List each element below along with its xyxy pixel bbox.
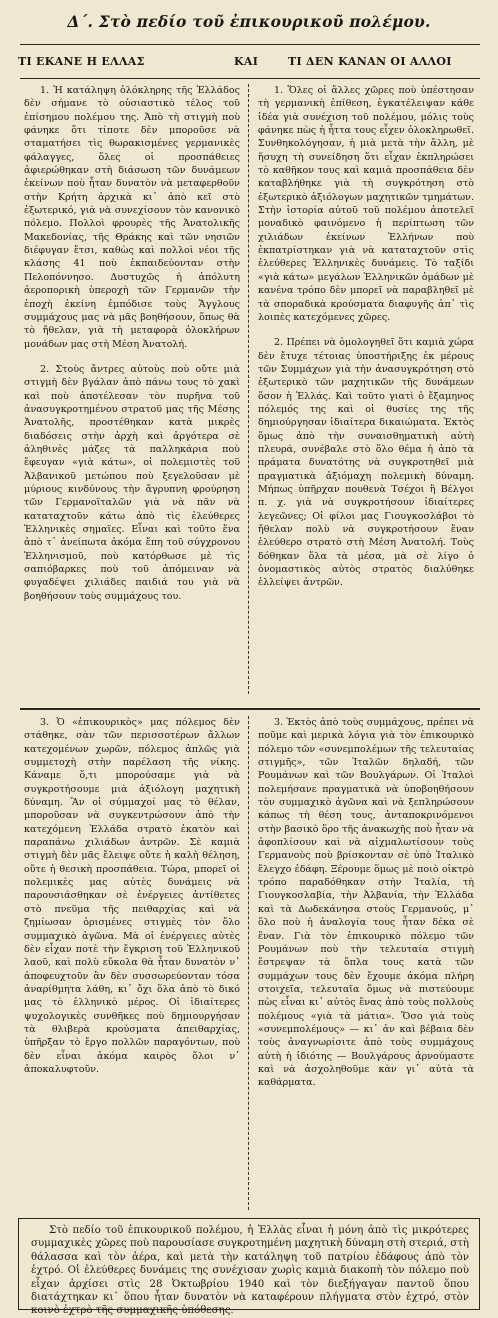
summary-box [18,1218,480,1317]
left-paragraph-2: 2. Στοὺς ἄντρες αὐτοὺς ποὺ οὔτε μιὰ στιγμὴ δὲν βγάλαν ἀπὸ πάνω τους τὸ χακὶ καὶ ποὺ ἀποτέλεσαν τὸν πυρῆνα τοῦ ἀνασυγκροτημένου στρατοῦ μας τῆς Μέσης Ἀνατολῆς, προστέθηκαν κατὰ μικρὲς διαδόσεις στὴν ἀρχὴ καὶ ἀργότερα σὲ ἀληθινὲς μάζες τὰ παλληκάρια ποὺ ἔφευγαν «γιὰ κάτω», οἱ πολεμιστὲς τοῦ Ἀλβανικοῦ μετώπου ποὺ ξεγελοῦσαν μὲ μύριους κινδύνους τὴν ἄγρυπνη φρούρηση τῶν Γερμανοϊταλῶν γιὰ νὰ πᾶν νὰ καταταχτοῦν κάτω ἀπὸ τὶς ἐλεύθερες Ἑλληνικὲς σημαῖες. Εἶναι καὶ τοῦτο ἕνα ἀπὸ τ᾿ ἀνείπωτα ἀκόμα ἔπη τοῦ σύγχρονου Ἑλληνισμοῦ, ποὺ κατόρθωσε μὲ τὶς σαπιόβαρκες ποὺ τοῦ ἀπόμειναν νὰ φυγαδέψει χιλιάδες παιδιά του γιὰ νὰ βοηθήσουν τοὺς συμμάχους του. [24,363,240,602]
left-column [24,84,240,700]
left-subhead: ΤΙ ΕΚΑΝΕ Η ΕΛΛΑΣ [18,55,145,68]
lower-left-paragraph-3: 3. Ὁ «ἐπικουρικὸς» μας πόλεμος δὲν στάθηκε, σὰν τῶν περισσοτέρων ἄλλων κατεχομένων χωρῶν, πόλεμος ἁπλῶς γιὰ συμμετοχὴ στὴν παρέλαση τῆς νίκης. Κάναμε ὅ,τι μπορούσαμε γιὰ νὰ συγκροτήσουμε μιὰ ἀξιόλογη μαχητικὴ δύναμη. Ἂν οἱ σύμμαχοί μας τὸ θέλαν, μποροῦσαν νὰ συγκεντρώσουν ἀπὸ τὴν κατεχόμενη Ἑλλάδα στρατὸ ἑκατὸν καὶ παραπάνω χιλιάδων ἀντρῶν. Σὲ καμιὰ στιγμὴ δὲν μᾶς ἔλειψε οὔτε ἡ καλὴ θέληση, οὔτε ἡ θεσικὴ προσπάθεια. Τώρα, μπορεῖ οἱ πολεμικὲς μας αὐτὲς δυνάμεις νὰ παρουσιάσθηκαν σὲ ἐνέργειες ἀντίθετες στὸ πνεῦμα τῆς πειθαρχίας καὶ νὰ ζημίωσαν ὁρισμένες στιγμὲς τὸν ὅλο συμμαχικὸ ἀγῶνα. Μὰ οἱ ἐνέργειες αὐτὲς δὲν εἶχαν ποτὲ τὴν ἔγκριση τοῦ Ἑλληνικοῦ λαοῦ, καὶ πολὺ εὔκολα θὰ ἦταν δυνατὸν ν᾿ ἀποφευχτοῦν ἂν δὲν συσσωρεύονταν τόσα ἀναρίθμητα λάθη, κι᾿ ὄχι ὅλα ἀπὸ τὸ δικό μας τὸ ἑλληνικὸ μέρος. Οἱ ἰδιαίτερες ψυχολογικὲς συνθῆκες ποὺ δημιουργήσαν τὰ θλιβερὰ κρούσματα ἀπειθαρχίας, ὑπῆρξαν τὸ ἔργο πολλῶν παραγόντων, ποὺ δὲν εἶναι ἀκόμα καιρὸς ὅλοι ν᾿ ἀποκαλυφτοῦν. [24,717,240,1075]
right-paragraph-2: 2. Πρέπει νὰ ὁμολογηθεῖ ὅτι καμιὰ χώρα δὲν ἔτυχε τέτοιας ὑποστήριξης ἐκ μέρους τῶν Συμμάχων γιὰ τὴν ἀνασυγκρότηση στὸ ἐξωτερικὸ τῶν μαχητικῶν τῆς δυνάμεων ὅσον ἡ Ἑλλάς. Καὶ τοῦτο γιατὶ ὁ ἔξαμηνος πόλεμός της καὶ οἱ θυσίες της τῆς δημιούργησαν ἰδιαίτερα δικαιώματα. Ἐκτὸς ὅμως ἀπὸ τὴν συναισθηματικὴ αὐτὴ πλευρά, συνέβαλε στὸ ὅλο θέμα ἡ ἀπὸ τὰ πράματα δυνατότης νὰ συγκροτηθεῖ μιὰ πραγματικὰ ἀξιόμαχη πολεμικὴ δύναμη. Μήπως ὑπῆρχαν πουθενὰ Τσέχοι ἢ Βέλγοι π. χ. γιὰ νὰ συγκροτήσουν ἰδιαίτερες λεγεῶνες; Οἱ φίλοι μας Γιουγκοσλάβοι τὸ ἤθελαν πολὺ νὰ συγκροτήσουν ἕναν ἐλεύθερο στρατὸ στὴ Μέση Ἀνατολή. Τοὺς δόθηκαν ὅλα τὰ μέσα, μὰ σὲ λίγο ὁ ὀνομαστικὸς αὐτὸς στρατὸς διαλύθηκε ἐλλείψει ἀντρῶν. [258,337,474,589]
upper-column-divider [248,84,249,694]
subhead-rule [20,78,480,79]
middle-subhead: ΚΑΙ [234,55,259,68]
right-subhead: ΤΙ ΔΕΝ ΚΑΝΑΝ ΟΙ ΑΛΛΟΙ [288,55,452,68]
left-paragraph-1: 1. Ἡ κατάληψη ὁλόκληρης τῆς Ἑλλάδος δὲν σήμανε τὸ οὐσιαστικὸ τέλος τοῦ ἐπίσημου πολέμου της. Ἀπὸ τὴ στιγμὴ ποὺ φάνηκε ὅτι τίποτε δὲν μποροῦσε νὰ σταματήσει τὶς θωρακισμένες γερμανικὲς φάλαγγες, ὅλες οἱ προσπάθειες ἀφιερώθηκαν στὴ διάσωση τῶν δυνάμεων ἐκείνων ποὺ ἦταν δυνατὸν νὰ μεταφερθοῦν στὴν Κρήτη ἀρχικὰ κι᾿ ἀπὸ κεῖ στὸ ἐξωτερικό, γιὰ νὰ συνεχίσουν τὸν κανονικὸ πόλεμο. Πολλοὶ φρουρὲς τῆς Ἀνατολικῆς Μακεδονίας, τῆς Θράκης καὶ τῶν νησιῶν διέφυγαν ἔτσι, καθὼς καὶ πολλοὶ νέοι τῆς κλάσης 41 ποὺ ἐκπαιδεύονταν στὴν Πελοπόννησο. Δυστυχῶς ἡ ἀπόλυτη ἀεροπορικὴ ὑπεροχὴ τῶν Γερμανῶν τὴν ἐποχὴ ἐκείνη ἐμπόδισε τοὺς Ἄγγλους συμμάχους μας νὰ μᾶς βοηθήσουν, ὅπως θὰ τὸ ἤθελαν, γιὰ τὴ μεταφορὰ ὁλοκλήρων μονάδων μας στὴ Μέση Ἀνατολή. [24,85,240,350]
lower-column-divider [248,716,249,1210]
lower-left-column [24,716,240,1210]
lower-right-column [258,716,474,1210]
summary-text: Στὸ πεδίο τοῦ ἐπικουρικοῦ πολέμου, ἡ Ἑλλὰς εἶναι ἡ μόνη ἀπὸ τὶς μικρότερες συμμαχικὲς χῶρες ποὺ παρουσίασε συγκροτημένη μαχητικὴ δύναμη στὴ στεριά, στὴ θάλασσα καὶ τὸν ἀέρα, καὶ μετὰ τὴν κατάληψη τοῦ πατρίου ἐδάφους ἀπὸ τὸν ἐχτρό. Οἱ ἐλεύθερες δυνάμεις της συνέχισαν χωρὶς καμιὰ διακοπὴ τὸν πόλεμο ποὺ εἶχαν ἀρχίσει στὶς 28 Ὀκτωβρίου 1940 καὶ τὸν διεξήγαγαν παντοῦ ὅπου διατάχτηκαν κι᾿ ὅπου ἦταν δυνατὸν νὰ καταφέρουν πλήγματα στὸν ἐχτρό, στὸν κοινὸ ἐχτρὸ τῆς συμμαχικῆς ὑπόθεσης. [31,1225,469,1317]
right-paragraph-1: 1. Ὅλες οἱ ἄλλες χῶρες ποὺ ὑπέστησαν τὴ γερμανικὴ ἐπίθεση, ἐγκατέλειψαν κάθε ἰδέα γιὰ συνέχιση τοῦ πολέμου, μόλις τοὺς φάνηκε πὼς ἡ ἧττα τους εἶχεν ὁλοκληρωθεῖ. Συνθηκολόγησαν, ἡ μιὰ μετὰ τὴν ἄλλη, μὲ ἥσυχη τὴ συνείδηση ὅτι εἶχαν ἐκπληρώσει τὸ καθῆκον τους καὶ καμιὰ προσπάθεια δὲν καταβλήθηκε γιὰ τὴ συγκρότηση στὸ ἐξωτερικὸ ἀξιόλογων μαχητικῶν τμημάτων. Στὴν ἱστορία αὐτοῦ τοῦ πολέμου ἀποτελεῖ μοναδικὸ φαινόμενο ἡ περίπτωση τῶν χιλιάδων ἐκείνων Ἑλλήνων ποὺ ἐκπατρίστηκαν γιὰ νὰ καταταχτοῦν στὶς ἐλεύθερες Ἑλληνικὲς δυνάμεις. Τὸ ταξίδι «γιὰ κάτω» μεγάλων Ἑλληνικῶν ὁμάδων μὲ κανένα τρόπο δὲν μπορεῖ νὰ παραβληθεῖ μὲ τὰ σποραδικὰ κρούσματα διαφυγῆς ἀπ᾿ τὶς λοιπὲς κατεχόμενες χῶρες. [258,85,474,323]
section-title: Δ΄. Στὸ πεδίο τοῦ ἐπικουρικοῦ πολέμου. [67,12,431,31]
title-rule [20,44,480,45]
right-column [258,84,474,700]
mid-rule [20,708,480,710]
lower-right-paragraph-3: 3. Ἐκτὸς ἀπὸ τοὺς συμμάχους, πρέπει νὰ ποῦμε καὶ μερικὰ λόγια γιὰ τὸν ἐπικουρικὸ πόλεμο τῶν «συνεμπολέμων τῆς τελευταίας στιγμῆς», τῶν Ἰταλῶν δηλαδή, τῶν Ρουμάνων καὶ τῶν Βουλγάρων. Οἱ Ἰταλοὶ πολεμήσανε πραγματικὰ νὰ ὑποβοηθήσουν τὸν συμμαχικὸ ἀγῶνα καὶ νὰ ξεπληρώσουν κάπως τὴ θέση τους, ἀνταποκρινόμενοι στὴν βασικὸ ὅρο τῆς ἀνακωχῆς ποὺ ἦταν νὰ ἀφοπλίσουν καὶ νὰ αἰχμαλωτίσουν τοὺς Γερμανοὺς ποὺ βρίσκονταν σὲ ὑπὸ Ἰταλικὸ ἔλεγχο ἐδάφη. Ξέρουμε ὅμως μὲ ποιὸ οἰκτρὸ τρόπο παραδόθηκαν στὴν Ἰταλία, τὴ Γιουγκοσλαβία, τὴν Ἀλβανία, τὴν Ἑλλάδα καὶ τὰ Δωδεκάνησα στοὺς Γερμανούς, μ᾿ ὅλο ποὺ ἡ ἀναλογία τους ἦταν δέκα σὲ ἕναν. Γιὰ τὸν ἐπικουρικὸ πόλεμο τῶν Ρουμάνων ποὺ τὴν τελευταία στιγμὴ ἔστρεψαν τὰ ὅπλα τους κατὰ τῶν συμμάχων τους δὲν ἔχουμε ἀκόμα πλήρη στοιχεῖα, τελευταῖα ὅμως νὰ πιστεύουμε πὼς εἶναι κι᾿ αὐτὸς ἕνας ἀπὸ τοὺς πολλοὺς πολέμους «γιὰ τὰ μάτια». Ὅσο γιὰ τοὺς «συνεμπολέμους» — κι᾿ ἀν καὶ βέβαια δὲν τοὺς ἀναγνωρίσιτε ἀπὸ τοὺς συμμάχους αὐτὴ ἡ ἰδιότης — Βουλγάρους ἀρνούμαστε καὶ νὰ ἀσχοληθοῦμε κὰν γι᾿ αὐτὰ τὰ καθάρματα. [258,717,474,1089]
